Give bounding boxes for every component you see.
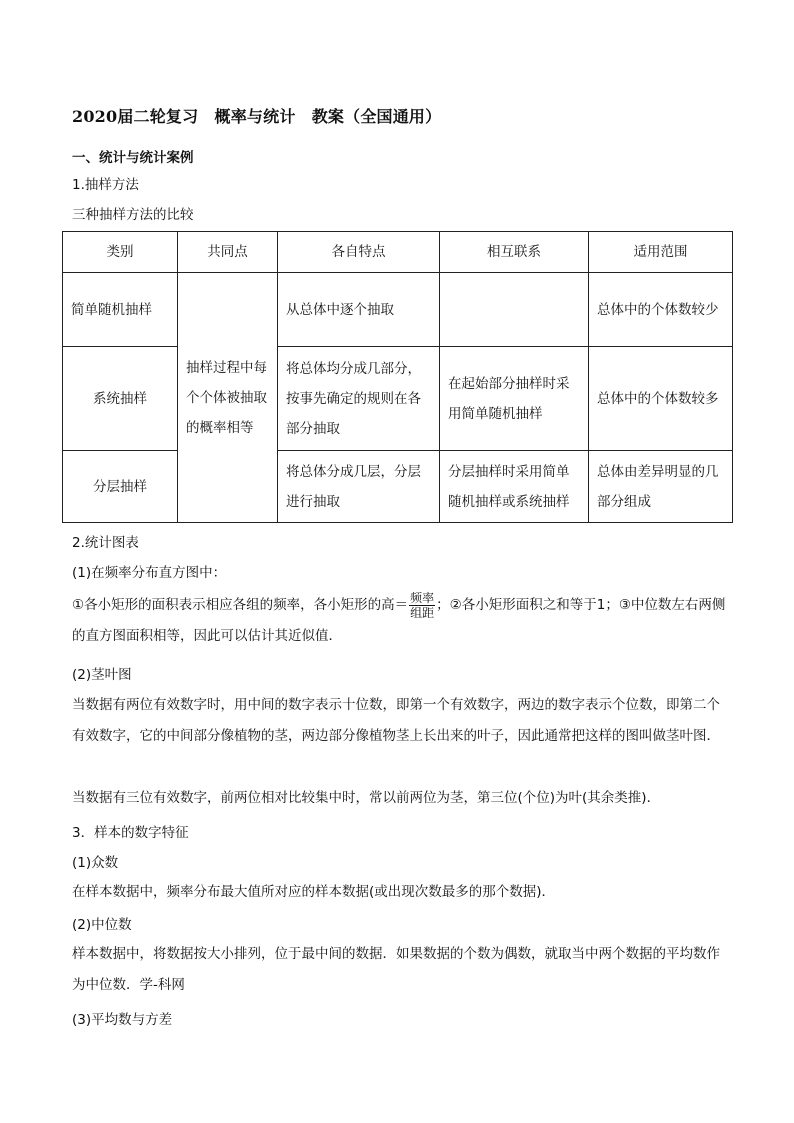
type-cell: 简单随机抽样 [63,273,178,347]
relation-cell: 分层抽样时采用简单随机抽样或系统抽样 [440,451,589,523]
sampling-comparison-table [62,231,733,523]
scope-cell: 总体中的个体数较少 [589,273,733,347]
header-cell: 类别 [63,232,178,273]
subheading-features: 3．样本的数字特征 [72,825,189,841]
fraction-numerator: 频率 [410,590,435,605]
header-cell: 共同点 [178,232,278,273]
median-paragraph: 样本数据中，将数据按大小排列，位于最中间的数据．如果数据的个数为偶数，就取当中两个数据的平均数作为中位数．学-科网 [72,946,720,993]
mode-paragraph: 在样本数据中，频率分布最大值所对应的样本数据(或出现次数最多的那个数据)． [72,884,556,900]
mean-variance-heading: (3)平均数与方差 [72,1012,173,1028]
feature-cell: 将总体分成几层，分层进行抽取 [278,451,440,523]
mode-heading: (1)众数 [72,855,119,871]
histogram-text-b: ；②各小矩形面积之和等于1；③中位数左右两侧的直方图面积相等，因此可以估计其近似值． [72,597,726,644]
subheading-sampling: 1.抽样方法 [72,177,139,193]
stem-leaf-heading: (2)茎叶图 [72,667,132,683]
relation-cell [440,273,589,347]
header-cell: 相互联系 [440,232,589,273]
table-row [63,347,733,451]
stem-leaf-paragraph-2: 当数据有三位有效数字，前两位相对比较集中时，常以前两位为茎，第三位(个位)为叶(其余类推)． [72,790,661,806]
feature-cell: 将总体均分成几部分，按事先确定的规则在各部分抽取 [278,347,440,451]
type-cell: 分层抽样 [63,451,178,523]
scope-cell: 总体由差异明显的几部分组成 [589,451,733,523]
header-cell: 各自特点 [278,232,440,273]
relation-cell: 在起始部分抽样时采用简单随机抽样 [440,347,589,451]
section-heading: 一、统计与统计案例 [72,150,194,166]
histogram-paragraph [72,590,732,652]
table-row [63,273,733,347]
subheading-charts: 2.统计图表 [72,535,139,551]
table-row [63,451,733,523]
common-cell: 抽样过程中每个个体被抽取的概率相等 [178,273,278,523]
document-title: 2020届二轮复习 概率与统计 教案（全国通用） [72,107,442,126]
header-cell: 适用范围 [589,232,733,273]
median-heading: (2)中位数 [72,917,132,933]
fraction [409,591,435,620]
scope-cell: 总体中的个体数较多 [589,347,733,451]
feature-cell: 从总体中逐个抽取 [278,273,440,347]
histogram-heading: (1)在频率分布直方图中： [72,565,227,581]
histogram-text-a: ①各小矩形的面积表示相应各组的频率，各小矩形的高＝ [72,597,409,613]
type-cell: 系统抽样 [63,347,178,451]
fraction-denominator: 组距 [410,605,435,620]
table-header-row [63,232,733,273]
table-caption: 三种抽样方法的比较 [72,207,194,223]
stem-leaf-paragraph-1: 当数据有两位有效数字时，用中间的数字表示十位数，即第一个有效数字，两边的数字表示个位数，即第二个有效数字，它的中间部分像植物的茎，两边部分像植物茎上长出来的叶子，因此通常把这样的图叫做茎叶图． [72,697,720,744]
